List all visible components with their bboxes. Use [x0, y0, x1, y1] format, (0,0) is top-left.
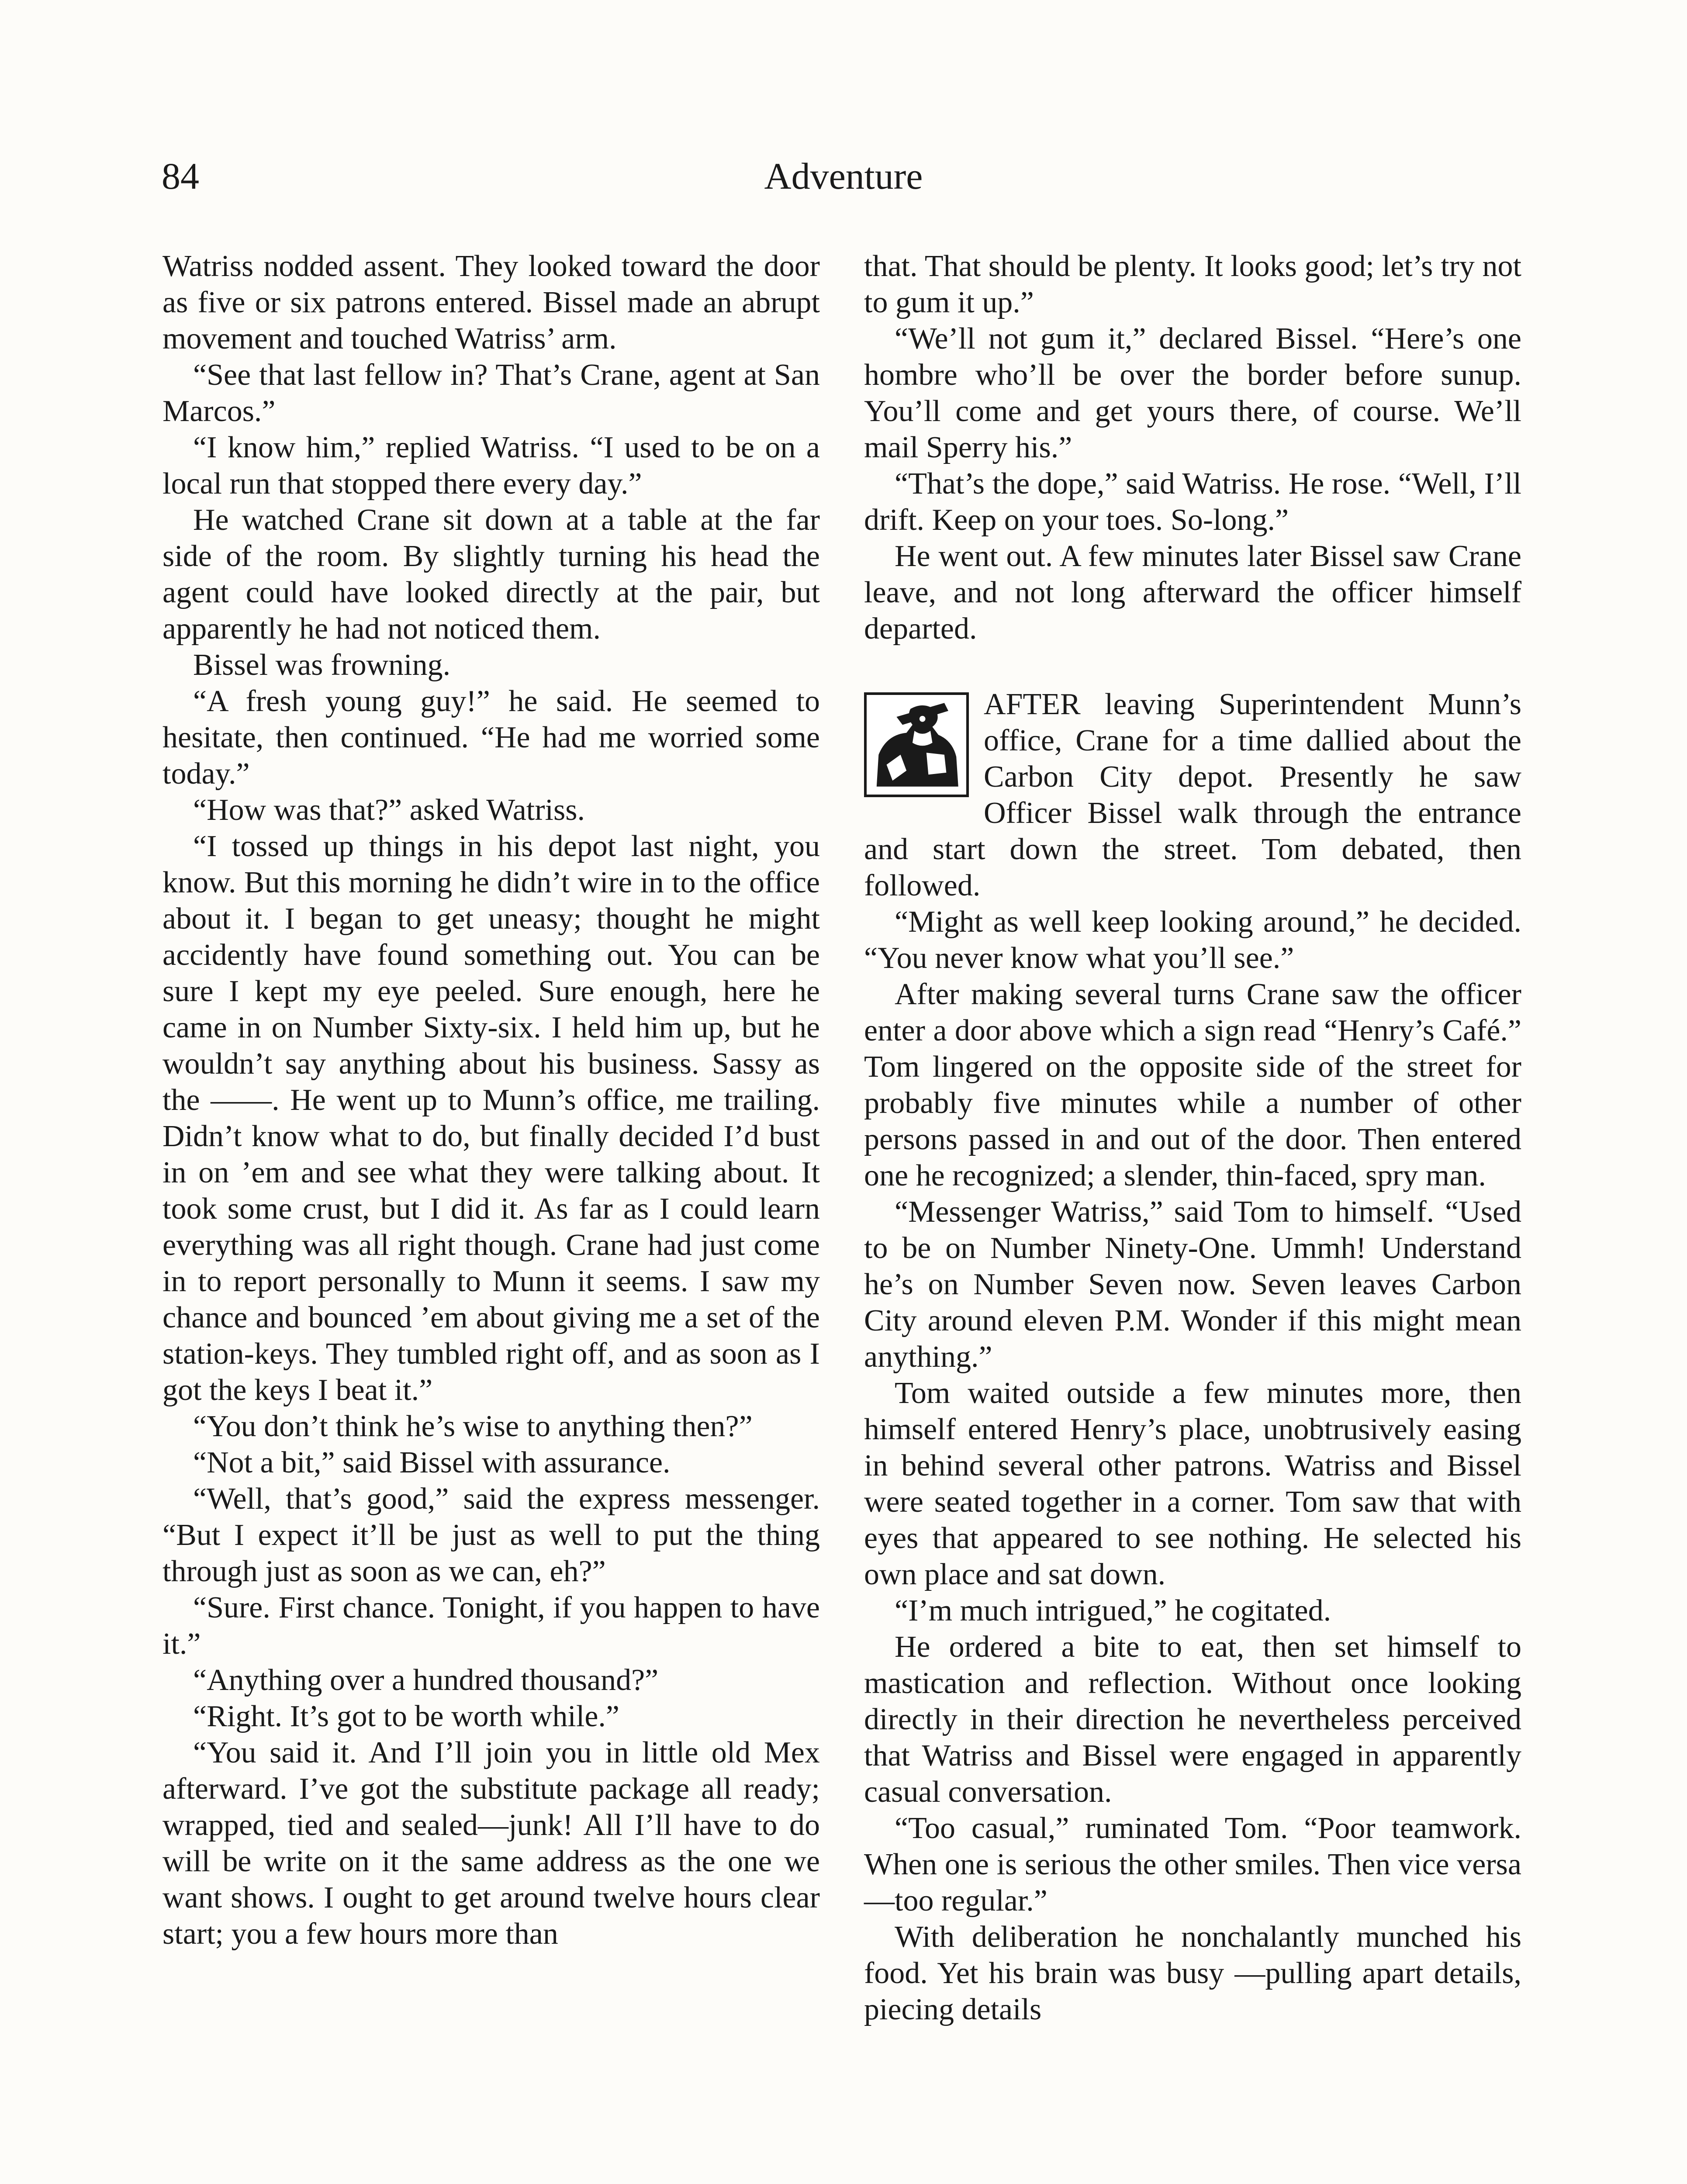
paragraph: “Right. It’s got to be worth while.” — [193, 1700, 619, 1733]
paragraph: “You said it. And I’ll join you in little old Mex afterward. I’ve got the substitute package all ready; wrapped, tied and sealed—junk! All I’ll have to do will be write on it the same address as the one we want shows. I ought to get around twelve hours clear start; you a few hours more than — [162, 1736, 820, 1951]
paragraph: “Sure. First chance. Tonight, if you happen to have it.” — [162, 1591, 820, 1661]
paragraph: After making several turns Crane saw the officer enter a door above which a sign read “Henry’s Café.” Tom lingered on the opposite side of the street for probably five minutes while a number of other persons passed in and out of the door. Then entered one he recognized; a slender, thin-faced, spry man. — [864, 978, 1521, 1192]
paragraph: “I know him,” replied Watriss. “I used to be on a local run that stopped there every day.” — [162, 431, 820, 501]
paragraph: He went out. A few minutes later Bissel saw Crane leave, and not long afterward the officer himself departed. — [864, 539, 1521, 646]
horseman-ornament-icon — [864, 692, 969, 797]
paragraph: “Anything over a hundred thousand?” — [193, 1663, 659, 1697]
paragraph: Tom waited outside a few minutes more, then himself entered Henry’s place, unobtrusively easing in behind several other patrons. Watriss and Bissel were seated together in a corner. Tom saw that with eyes that appeared to see nothing. He selected his own place and sat down. — [864, 1376, 1521, 1591]
paragraph: “Well, that’s good,” said the express messenger. “But I expect it’ll be just as well to put the thing through just as soon as we can, eh?” — [162, 1482, 820, 1588]
paragraph: Watriss nodded assent. They looked toward the door as five or six patrons entered. Bissel made an abrupt movement and touched Watriss’ arm. — [162, 249, 820, 356]
paragraph: He ordered a bite to eat, then set himself to mastication and reflection. Without once looking directly in their direction he nevertheless perceived that Watriss and Bissel were engaged in apparently casual conversation. — [864, 1630, 1521, 1809]
paragraph: “We’ll not gum it,” declared Bissel. “Here’s one hombre who’ll be over the border before sunup. You’ll come and get yours there, of course. We’ll mail Sperry his.” — [864, 322, 1521, 464]
paragraph: Bissel was frowning. — [193, 648, 451, 682]
paragraph: “I tossed up things in his depot last night, you know. But this morning he didn’t wire in to the office about it. I began to get uneasy; thought he might accidently have found something out. You can be sure I kept my eye peeled. Sure enough, here he came in on Number Sixty-six. I held him up, but he wouldn’t say anything about his business. Sassy as the ——. He went up to Munn’s office, me trailing. Didn’t know what to do, but finally decided I’d bust in on ’em and see what they were talking about. It took some crust, but I did it. As far as I could learn everything was all right though. Crane had just come in to report personally to Munn it seems. I saw my chance and bounced ’em about giving me a set of the station-keys. They tumbled right off, and as soon as I got the keys I beat it.” — [162, 829, 820, 1407]
paragraph: “You don’t think he’s wise to anything then?” — [193, 1410, 753, 1443]
section-opening-paragraph — [864, 686, 1521, 904]
paragraph: “How was that?” asked Watriss. — [193, 793, 585, 827]
section-break — [864, 647, 1521, 686]
paragraph: He watched Crane sit down at a table at the far side of the room. By slightly turning his head the agent could have looked directly at the pair, but apparently he had not noticed them. — [162, 503, 820, 646]
paragraph: that. That should be plenty. It looks good; let’s try not to gum it up.” — [864, 249, 1521, 319]
left-column — [162, 248, 820, 1952]
section-first-paragraph-text: leaving Superintendent Munn’s office, Crane for a time dallied about the Carbon City depot. Presently he saw Officer Bissel walk through the entrance and start down the street. Tom debated, then followed. — [864, 688, 1521, 902]
paragraph: “Messenger Watriss,” said Tom to himself. “Used to be on Number Ninety-One. Ummh! Understand he’s on Number Seven now. Seven leaves Carbon City around eleven P.M. Wonder if this might mean anything.” — [864, 1195, 1521, 1374]
paragraph: “Not a bit,” said Bissel with assurance. — [193, 1446, 671, 1479]
right-column — [864, 248, 1521, 2028]
running-head: Adventure — [764, 155, 923, 197]
paragraph: “That’s the dope,” said Watriss. He rose. “Well, I’ll drift. Keep on your toes. So-long.” — [864, 467, 1521, 537]
paragraph: “Too casual,” ruminated Tom. “Poor teamwork. When one is serious the other smiles. Then vice versa—too regular.” — [864, 1811, 1521, 1918]
page-number: 84 — [162, 155, 199, 197]
paragraph: “Might as well keep looking around,” he decided. “You never know what you’ll see.” — [864, 905, 1521, 975]
paragraph: With deliberation he nonchalantly munched his food. Yet his brain was busy —pulling apart details, piecing details — [864, 1920, 1521, 2026]
paragraph: “A fresh young guy!” he said. He seemed to hesitate, then continued. “He had me worried some today.” — [162, 684, 820, 791]
paragraph: “I’m much intrigued,” he cogitated. — [895, 1594, 1331, 1628]
section-lead-in: AFTER — [984, 688, 1081, 721]
paragraph: “See that last fellow in? That’s Crane, agent at San Marcos.” — [162, 358, 820, 428]
